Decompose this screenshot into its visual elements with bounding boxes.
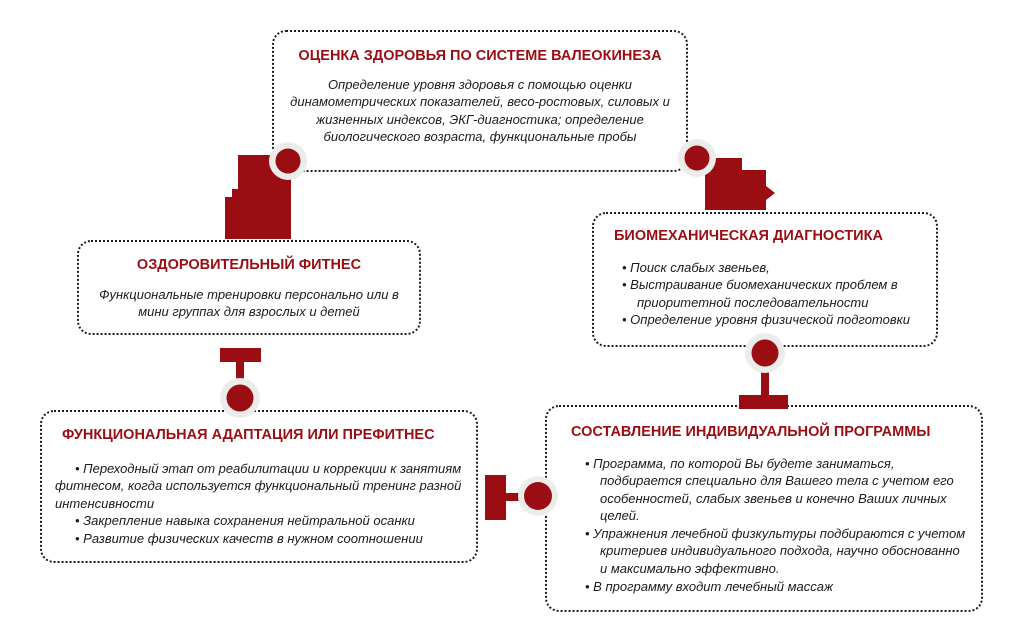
node-adaptation: [40, 410, 478, 563]
node-fitness-body: Функциональные тренировки персонально или в мини группах для взрослых и детей: [99, 286, 399, 320]
bullet-item: • Поиск слабых звеньев,: [622, 259, 924, 277]
node-assessment: [272, 30, 688, 172]
bullet-item: • Выстраивание биомеханических проблем в приоритетной последовательности: [622, 276, 924, 311]
bullet-item: • Закрепление навыка сохранения нейтральной осанки: [55, 512, 464, 530]
node-biomech-list: [622, 259, 924, 329]
bullet-item: • Определение уровня физической подготовки: [622, 311, 924, 329]
node-biomech: [592, 212, 938, 347]
node-assessment-title: ОЦЕНКА ЗДОРОВЬЯ ПО СИСТЕМЕ ВАЛЕОКИНЕЗА: [298, 48, 662, 64]
bullet-item: • Упражнения лечебной физкультуры подбираются с учетом критериев индивидуального подхода, научно обоснованно и максимально эффективно.: [585, 525, 969, 578]
node-assessment-body: Определение уровня здоровья с помощью оценки динамометрических показателей, весо-ростовых, силовых и жизненных индексов, ЭКГ-диагностика; определение биологического возраста, функциональные пробы: [290, 76, 670, 145]
bullet-item: • Переходный этап от реабилитации и коррекции к занятиям фитнесом, когда используется функциональный тренинг разной интенсивности: [55, 460, 464, 513]
connector-fitness-adaptation-pin-icon: [220, 348, 261, 418]
node-adaptation-title: ФУНКЦИОНАЛЬНАЯ АДАПТАЦИЯ ИЛИ ПРЕФИТНЕС: [62, 427, 435, 443]
node-program-title: СОСТАВЛЕНИЕ ИНДИВИДУАЛЬНОЙ ПРОГРАММЫ: [571, 424, 931, 440]
bullet-item: • Программа, по которой Вы будете заниматься, подбирается специально для Вашего тела с учетом его особенностей, слабых звеньев и конечно Ваших личных целей.: [585, 455, 969, 525]
node-fitness-title: ОЗДОРОВИТЕЛЬНЫЙ ФИТНЕС: [136, 257, 362, 273]
node-biomech-title: БИОМЕХАНИЧЕСКАЯ ДИАГНОСТИКА: [614, 228, 883, 244]
node-fitness: [77, 240, 421, 335]
node-adaptation-list: [55, 460, 464, 548]
node-program: [545, 405, 983, 612]
node-program-list: [585, 455, 969, 595]
bullet-item: • Развитие физических качеств в нужном соотношении: [55, 530, 464, 548]
connector-assessment-biomech-arrow-icon: [678, 139, 775, 210]
bullet-item: • В программу входит лечебный массаж: [585, 578, 969, 596]
